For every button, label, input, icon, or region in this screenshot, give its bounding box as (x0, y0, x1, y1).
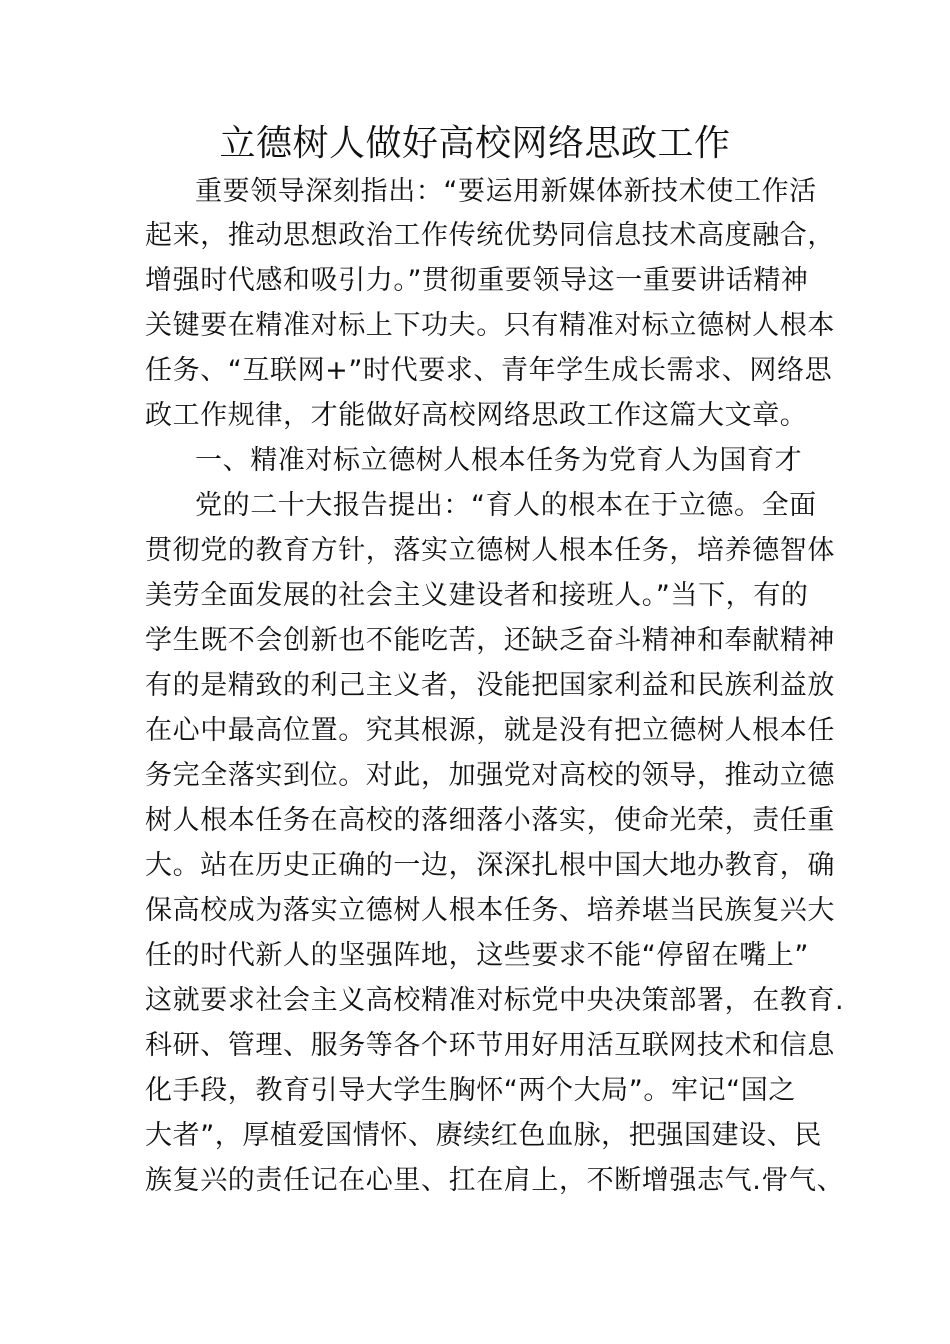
paragraph-2-line-16: 族复兴的责任记在心里、扛在肩上，不断增强志气.骨气、 (145, 1165, 845, 1196)
paragraph-2-line-11: 任的时代新人的坚强阵地，这些要求不能“停留在嘴上” (145, 940, 809, 971)
paragraph-1-line-5: 任务、“互联网+”时代要求、青年学生成长需求、网络思 (145, 355, 833, 386)
paragraph-1-line-1: 重要领导深刻指出：“要运用新媒体新技术使工作活 (195, 176, 817, 207)
paragraph-2-line-14: 化手段，教育引导大学生胸怀“两个大局”。牢记“国之 (145, 1075, 796, 1106)
paragraph-2-line-8: 树人根本任务在高校的落细落小落实，使命光荣，责任重 (145, 805, 835, 836)
paragraph-2-line-10: 保高校成为落实立德树人根本任务、培养堪当民族复兴大 (145, 895, 835, 926)
paragraph-1-line-2: 起来，推动思想政治工作传统优势同信息技术高度融合， (145, 220, 835, 251)
paragraph-1-line-3: 增强时代感和吸引力。”贯彻重要领导这一重要讲话精神 (145, 265, 809, 296)
document-title: 立德树人做好高校网络思政工作 (219, 123, 731, 164)
paragraph-2-line-6: 在心中最高位置。究其根源，就是没有把立德树人根本任 (145, 715, 835, 746)
section-heading-1: 一、精准对标立德树人根本任务为党育人为国育才 (195, 445, 803, 476)
paragraph-2-line-13: 科研、管理、服务等各个环节用好用活互联网技术和信息 (145, 1030, 835, 1061)
paragraph-2-line-2: 贯彻党的教育方针，落实立德树人根本任务，培养德智体 (145, 535, 835, 566)
paragraph-2-line-1: 党的二十大报告提出：“育人的根本在于立德。全面 (195, 490, 817, 521)
paragraph-2-line-9: 大。站在历史正确的一边，深深扎根中国大地办教育，确 (145, 850, 835, 881)
paragraph-1-line-6: 政工作规律，才能做好高校网络思政工作这篇大文章。 (145, 400, 808, 431)
paragraph-2-line-5: 有的是精致的利己主义者，没能把国家利益和民族利益放 (145, 670, 835, 701)
paragraph-2-line-4: 学生既不会创新也不能吃苦，还缺乏奋斗精神和奉献精神 (145, 625, 835, 656)
paragraph-2-line-7: 务完全落实到位。对此，加强党对高校的领导，推动立德 (145, 760, 835, 791)
paragraph-2-line-15: 大者”，厚植爱国情怀、赓续红色血脉，把强国建设、民 (145, 1120, 822, 1151)
paragraph-2-line-3: 美劳全面发展的社会主义建设者和接班人。”当下，有的 (145, 580, 809, 611)
paragraph-2-line-12: 这就要求社会主义高校精准对标党中央决策部署，在教育. (145, 985, 845, 1016)
paragraph-1-line-4: 关键要在精准对标上下功夫。只有精准对标立德树人根本 (145, 310, 835, 341)
